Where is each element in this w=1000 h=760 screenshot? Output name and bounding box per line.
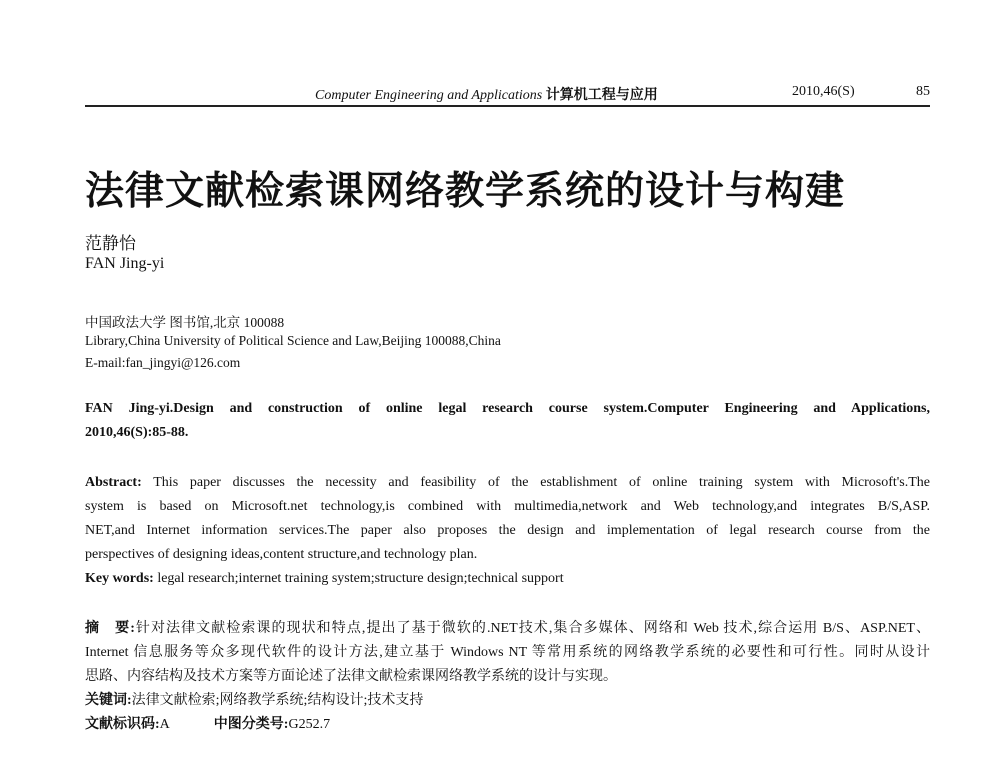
email: E-mail:fan_jingyi@126.com	[85, 355, 241, 370]
abstract-en-line: NET,and Internet information services.The paper also proposes the design and implementation of legal research course from the	[85, 523, 930, 538]
abstract-cn-label: 摘 要:	[85, 621, 135, 636]
author-en: FAN Jing-yi	[85, 255, 165, 272]
keywords-cn-label: 关键词:	[85, 693, 132, 708]
volume-issue: 2010,46(S)	[792, 84, 855, 99]
abstract-cn-line: Internet 信息服务等众多现代软件的设计方法,建立基于 Windows NT 等常用系统的网络教学系统的必要性和可行性。同时从设计	[85, 645, 930, 660]
affiliation-cn: 中国政法大学 图书馆,北京 100088	[85, 315, 285, 330]
keywords-label: Key words:	[85, 571, 154, 586]
journal-name: Computer Engineering and Applications 计算机工程与应用	[315, 88, 658, 103]
abstract-cn-line: 思路、内容结构及技术方案等方面论述了法律文献检索课网络教学系统的设计与实现。	[85, 669, 617, 684]
clc-label: 中图分类号:	[213, 717, 289, 732]
paper-title: 法律文献检索课网络教学系统的设计与构建	[85, 168, 846, 214]
doc-code-value: A	[159, 717, 170, 732]
clc-value: G252.7	[288, 717, 331, 732]
citation-line: FAN Jing-yi.Design and construction of online legal research course system.Computer Engineering and Applications,	[85, 401, 930, 416]
page-number: 85	[916, 84, 930, 99]
keywords-cn: 关键词:法律文献检索;网络教学系统;结构设计;技术支持	[85, 693, 424, 708]
journal-name-cn: 计算机工程与应用	[545, 88, 658, 103]
abstract-label: Abstract:	[85, 475, 142, 490]
author-cn: 范静怡	[85, 234, 136, 253]
abstract-en-line: Abstract: This paper discusses the necessity and feasibility of the establishment of online training system with Microsoft's.The	[85, 475, 930, 490]
abstract-en-line: perspectives of designing ideas,content structure,and technology plan.	[85, 547, 478, 562]
header-rule	[85, 105, 930, 107]
abstract-cn-line: 摘 要:针对法律文献检索课的现状和特点,提出了基于微软的.NET技术,集合多媒体、网络和 Web 技术,综合运用 B/S、ASP.NET、	[85, 621, 930, 636]
classification	[85, 713, 930, 733]
abstract-en-line: system is based on Microsoft.net technology,is combined with multimedia,network and Web technology,and integrates B/S,ASP.	[85, 499, 930, 514]
affiliation-en: Library,China University of Political Science and Law,Beijing 100088,China	[85, 333, 501, 348]
doc-code-label: 文献标识码:	[85, 717, 160, 732]
running-header	[85, 84, 930, 104]
citation-line: 2010,46(S):85-88.	[85, 425, 189, 440]
keywords-en: Key words: legal research;internet training system;structure design;technical support	[85, 571, 564, 586]
